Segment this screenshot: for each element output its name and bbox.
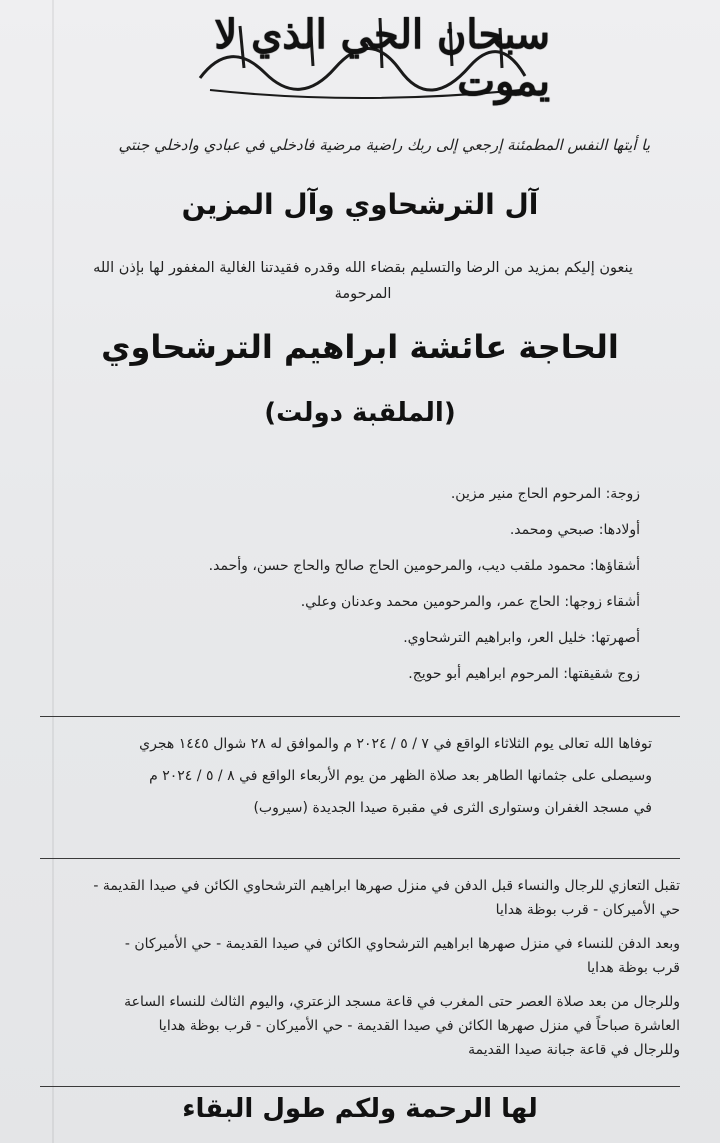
condolence-line: قرب بوظة هدايا bbox=[586, 960, 680, 976]
condolence-paragraph-2 bbox=[40, 932, 680, 980]
death-line-3: في مسجد الغفران وستوارى الثرى في مقبرة صيدا الجديدة (سيروب) bbox=[253, 800, 652, 816]
relative-item bbox=[80, 554, 640, 590]
quran-verse: يا أيتها النفس المطمئنة إرجعي إلى ربك راضية مرضية فادخلي في عبادي وادخلي جنتي bbox=[118, 136, 650, 154]
condolence-line: العاشرة صباحاً في منزل صهرها الكائن في صيدا القديمة - حي الأميركان - قرب بوظة هدايا bbox=[158, 1018, 680, 1034]
relatives-list bbox=[80, 482, 640, 698]
relative-value: المرحوم الحاج منير مزين. bbox=[450, 486, 606, 502]
condolence-line: تقبل التعازي للرجال والنساء قبل الدفن في منزل صهرها ابراهيم الترشحاوي الكائن في صيدا القديمة - bbox=[93, 878, 680, 894]
deceased-name: الحاجة عائشة ابراهيم الترشحاوي bbox=[101, 328, 619, 366]
relative-label: أصهرتها: bbox=[590, 630, 640, 646]
condolences-details bbox=[40, 874, 680, 1072]
relative-value: الحاج عمر، والمرحومين محمد وعدنان وعلي. bbox=[300, 594, 565, 610]
relative-value: محمود ملقب ديب، والمرحومين الحاج صالح والحاج حسن، وأحمد. bbox=[208, 558, 590, 574]
relative-item bbox=[80, 626, 640, 662]
condolence-line: حي الأميركان - قرب بوظة هدايا bbox=[495, 902, 680, 918]
condolence-line: وللرجال من بعد صلاة العصر حتى المغرب في قاعة مسجد الزعتري، واليوم الثالث للنساء الساعة bbox=[124, 994, 680, 1010]
divider-bottom bbox=[40, 1086, 680, 1087]
relative-label: أشقاء زوجها: bbox=[564, 594, 640, 610]
family-names: آل الترشحاوي وآل المزين bbox=[181, 188, 539, 221]
calligraphy-header bbox=[170, 8, 550, 108]
deceased-nickname: (الملقبة دولت) bbox=[264, 398, 456, 428]
death-details bbox=[32, 732, 652, 828]
relative-item bbox=[80, 482, 640, 518]
calligraphy-text: سبحان الحي الذي لا يموت bbox=[214, 11, 550, 105]
death-line-2: وسيصلى على جثمانها الطاهر بعد صلاة الظهر من يوم الأربعاء الواقع في ٨ / ٥ / ٢٠٢٤ م bbox=[149, 768, 652, 784]
relative-label: أولادها: bbox=[598, 522, 640, 538]
intro-line-1: ينعون إليكم بمزيد من الرضا والتسليم بقضاء الله وقدره فقيدتنا الغالية المغفور لها بإذن الله bbox=[93, 260, 633, 276]
relative-label: زوج شقيقتها: bbox=[563, 666, 640, 682]
divider-middle bbox=[40, 858, 680, 859]
closing-prayer: لها الرحمة ولكم طول البقاء bbox=[182, 1094, 538, 1124]
relative-label: أشقاؤها: bbox=[589, 558, 640, 574]
relative-item bbox=[80, 590, 640, 626]
relative-value: صبحي ومحمد. bbox=[509, 522, 599, 538]
divider-top bbox=[40, 716, 680, 717]
condolence-paragraph-1 bbox=[40, 874, 680, 922]
condolence-paragraph-3 bbox=[40, 990, 680, 1062]
relative-item bbox=[80, 518, 640, 554]
condolence-line: وبعد الدفن للنساء في منزل صهرها ابراهيم الترشحاوي الكائن في صيدا القديمة - حي الأميركان - bbox=[124, 936, 680, 952]
announcement-intro bbox=[58, 255, 668, 307]
condolence-line: وللرجال في قاعة جبانة صيدا القديمة bbox=[468, 1042, 680, 1058]
relative-value: المرحوم ابراهيم أبو حويج. bbox=[408, 666, 564, 682]
intro-line-2: المرحومة bbox=[334, 286, 392, 302]
death-line-1: توفاها الله تعالى يوم الثلاثاء الواقع في ٧ / ٥ / ٢٠٢٤ م والموافق له ٢٨ شوال ١٤٤٥ هجري bbox=[139, 736, 652, 752]
relative-item bbox=[80, 662, 640, 698]
relative-value: خليل العر، وابراهيم الترشحاوي. bbox=[403, 630, 591, 646]
relative-label: زوجة: bbox=[605, 486, 640, 502]
